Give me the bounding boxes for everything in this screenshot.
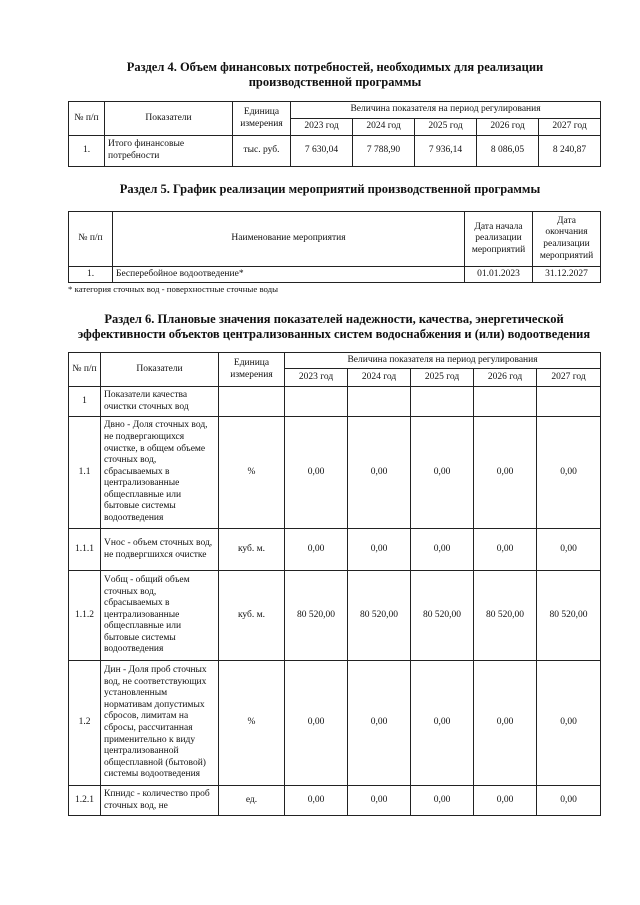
s6-row-num: 1 [69, 387, 101, 417]
s6-row-value: 0,00 [285, 661, 348, 786]
s6-row-unit: куб. м. [219, 529, 285, 571]
s6-row-value: 0,00 [474, 786, 537, 816]
s4-head-unit: Единица измерения [233, 102, 291, 136]
s6-row-value: 0,00 [474, 661, 537, 786]
s6-row-num: 1.1.1 [69, 529, 101, 571]
s4-head-year: 2024 год [353, 119, 415, 136]
s6-head-year: 2027 год [537, 369, 601, 387]
s6-row-name: Показатели качества очистки сточных вод [101, 387, 219, 417]
s4-row-value: 7 630,04 [291, 136, 353, 167]
s6-row-value: 0,00 [474, 529, 537, 571]
s4-head-year: 2026 год [477, 119, 539, 136]
s6-row-num: 1.2.1 [69, 786, 101, 816]
s6-row-unit [219, 387, 285, 417]
s6-row-value: 80 520,00 [411, 571, 474, 661]
s6-row-value: 0,00 [537, 786, 601, 816]
s6-row-unit: куб. м. [219, 571, 285, 661]
s6-row-value: 80 520,00 [348, 571, 411, 661]
s5-head-end: Дата окончания реализации мероприятий [533, 212, 601, 267]
s6-row-value: 0,00 [285, 529, 348, 571]
s6-row-value: 80 520,00 [474, 571, 537, 661]
s5-row-num: 1. [69, 267, 113, 283]
s6-head-indicator: Показатели [101, 353, 219, 387]
s6-row-value: 80 520,00 [285, 571, 348, 661]
s5-row-start: 01.01.2023 [465, 267, 533, 283]
s4-row-value: 8 240,87 [539, 136, 601, 167]
s6-row-value: 0,00 [348, 417, 411, 529]
s6-row-value [348, 387, 411, 417]
s6-head-year: 2025 год [411, 369, 474, 387]
s4-head-indicator: Показатели [105, 102, 233, 136]
s6-head-year: 2023 год [285, 369, 348, 387]
section5-title: Раздел 5. График реализации мероприятий производственной программы [119, 182, 541, 196]
s6-row-num: 1.2 [69, 661, 101, 786]
s6-row-name: Vнос - объем сточных вод, не подвергшихся очистке [101, 529, 219, 571]
s6-head-num: № п/п [69, 353, 101, 387]
s6-row-value: 0,00 [348, 529, 411, 571]
s6-row-value: 0,00 [537, 417, 601, 529]
s6-row-value: 0,00 [474, 417, 537, 529]
s5-head-num: № п/п [69, 212, 113, 267]
s6-row-value [411, 387, 474, 417]
s6-row-num: 1.1.2 [69, 571, 101, 661]
s6-head-unit: Единица измерения [219, 353, 285, 387]
s5-footnote: * категория сточных вод - поверхностные сточные воды [68, 284, 279, 294]
s6-row-value: 0,00 [285, 417, 348, 529]
s4-head-year: 2027 год [539, 119, 601, 136]
s6-head-year: 2024 год [348, 369, 411, 387]
s6-row-value: 0,00 [411, 417, 474, 529]
s6-row-unit: % [219, 417, 285, 529]
s6-row-name: Дин - Доля проб сточных вод, не соответствующих установленным нормативам допустимых сбросов, лимитам на сбросы, рассчитанная применительно к виду централизованной общесплавной (бытовой) системы водоотведения [101, 661, 219, 786]
s4-row-value: 8 086,05 [477, 136, 539, 167]
section4-table [68, 101, 601, 167]
s4-head-period: Величина показателя на период регулирования [291, 102, 601, 119]
s6-row-value [285, 387, 348, 417]
s6-row-value: 0,00 [411, 529, 474, 571]
s6-row-value [537, 387, 601, 417]
section4-title: Раздел 4. Объем финансовых потребностей, необходимых для реализации производственной программы [126, 60, 544, 89]
s4-row-unit: тыс. руб. [233, 136, 291, 167]
s4-head-year: 2025 год [415, 119, 477, 136]
s6-row-unit: % [219, 661, 285, 786]
s6-row-value: 0,00 [285, 786, 348, 816]
section6-title: Раздел 6. Плановые значения показателей надежности, качества, энергетической эффективности объектов централизованных систем водоснабжения и (или) водоотведения [77, 312, 591, 341]
s6-row-value [474, 387, 537, 417]
s6-row-value: 0,00 [411, 661, 474, 786]
s6-row-value: 0,00 [348, 786, 411, 816]
s4-head-year: 2023 год [291, 119, 353, 136]
s6-row-value: 0,00 [348, 661, 411, 786]
s5-head-name: Наименование мероприятия [113, 212, 465, 267]
section5-table [68, 211, 601, 283]
s6-row-value: 0,00 [537, 529, 601, 571]
s5-head-start: Дата начала реализации мероприятий [465, 212, 533, 267]
s5-row-name: Бесперебойное водоотведение* [113, 267, 465, 283]
s4-row-value: 7 936,14 [415, 136, 477, 167]
s6-row-name: Кпнидс - количество проб сточных вод, не [101, 786, 219, 816]
section6-table [68, 352, 601, 816]
s5-row-end: 31.12.2027 [533, 267, 601, 283]
s6-head-period: Величина показателя на период регулирования [285, 353, 601, 369]
s6-row-unit: ед. [219, 786, 285, 816]
s4-head-num: № п/п [69, 102, 105, 136]
s4-row-value: 7 788,90 [353, 136, 415, 167]
s6-row-name: Vобщ - общий объем сточных вод, сбрасываемых в централизованные общесплавные или бытовые системы водоотведения [101, 571, 219, 661]
s6-head-year: 2026 год [474, 369, 537, 387]
s6-row-value: 80 520,00 [537, 571, 601, 661]
s4-row-num: 1. [69, 136, 105, 167]
s6-row-num: 1.1 [69, 417, 101, 529]
s6-row-value: 0,00 [411, 786, 474, 816]
s6-row-value: 0,00 [537, 661, 601, 786]
s4-row-name: Итого финансовые потребности [105, 136, 233, 167]
s6-row-name: Двно - Доля сточных вод, не подвергающихся очистке, в общем объеме сточных вод, сбрасываемых в централизованные общесплавные или бытовые системы водоотведения [101, 417, 219, 529]
